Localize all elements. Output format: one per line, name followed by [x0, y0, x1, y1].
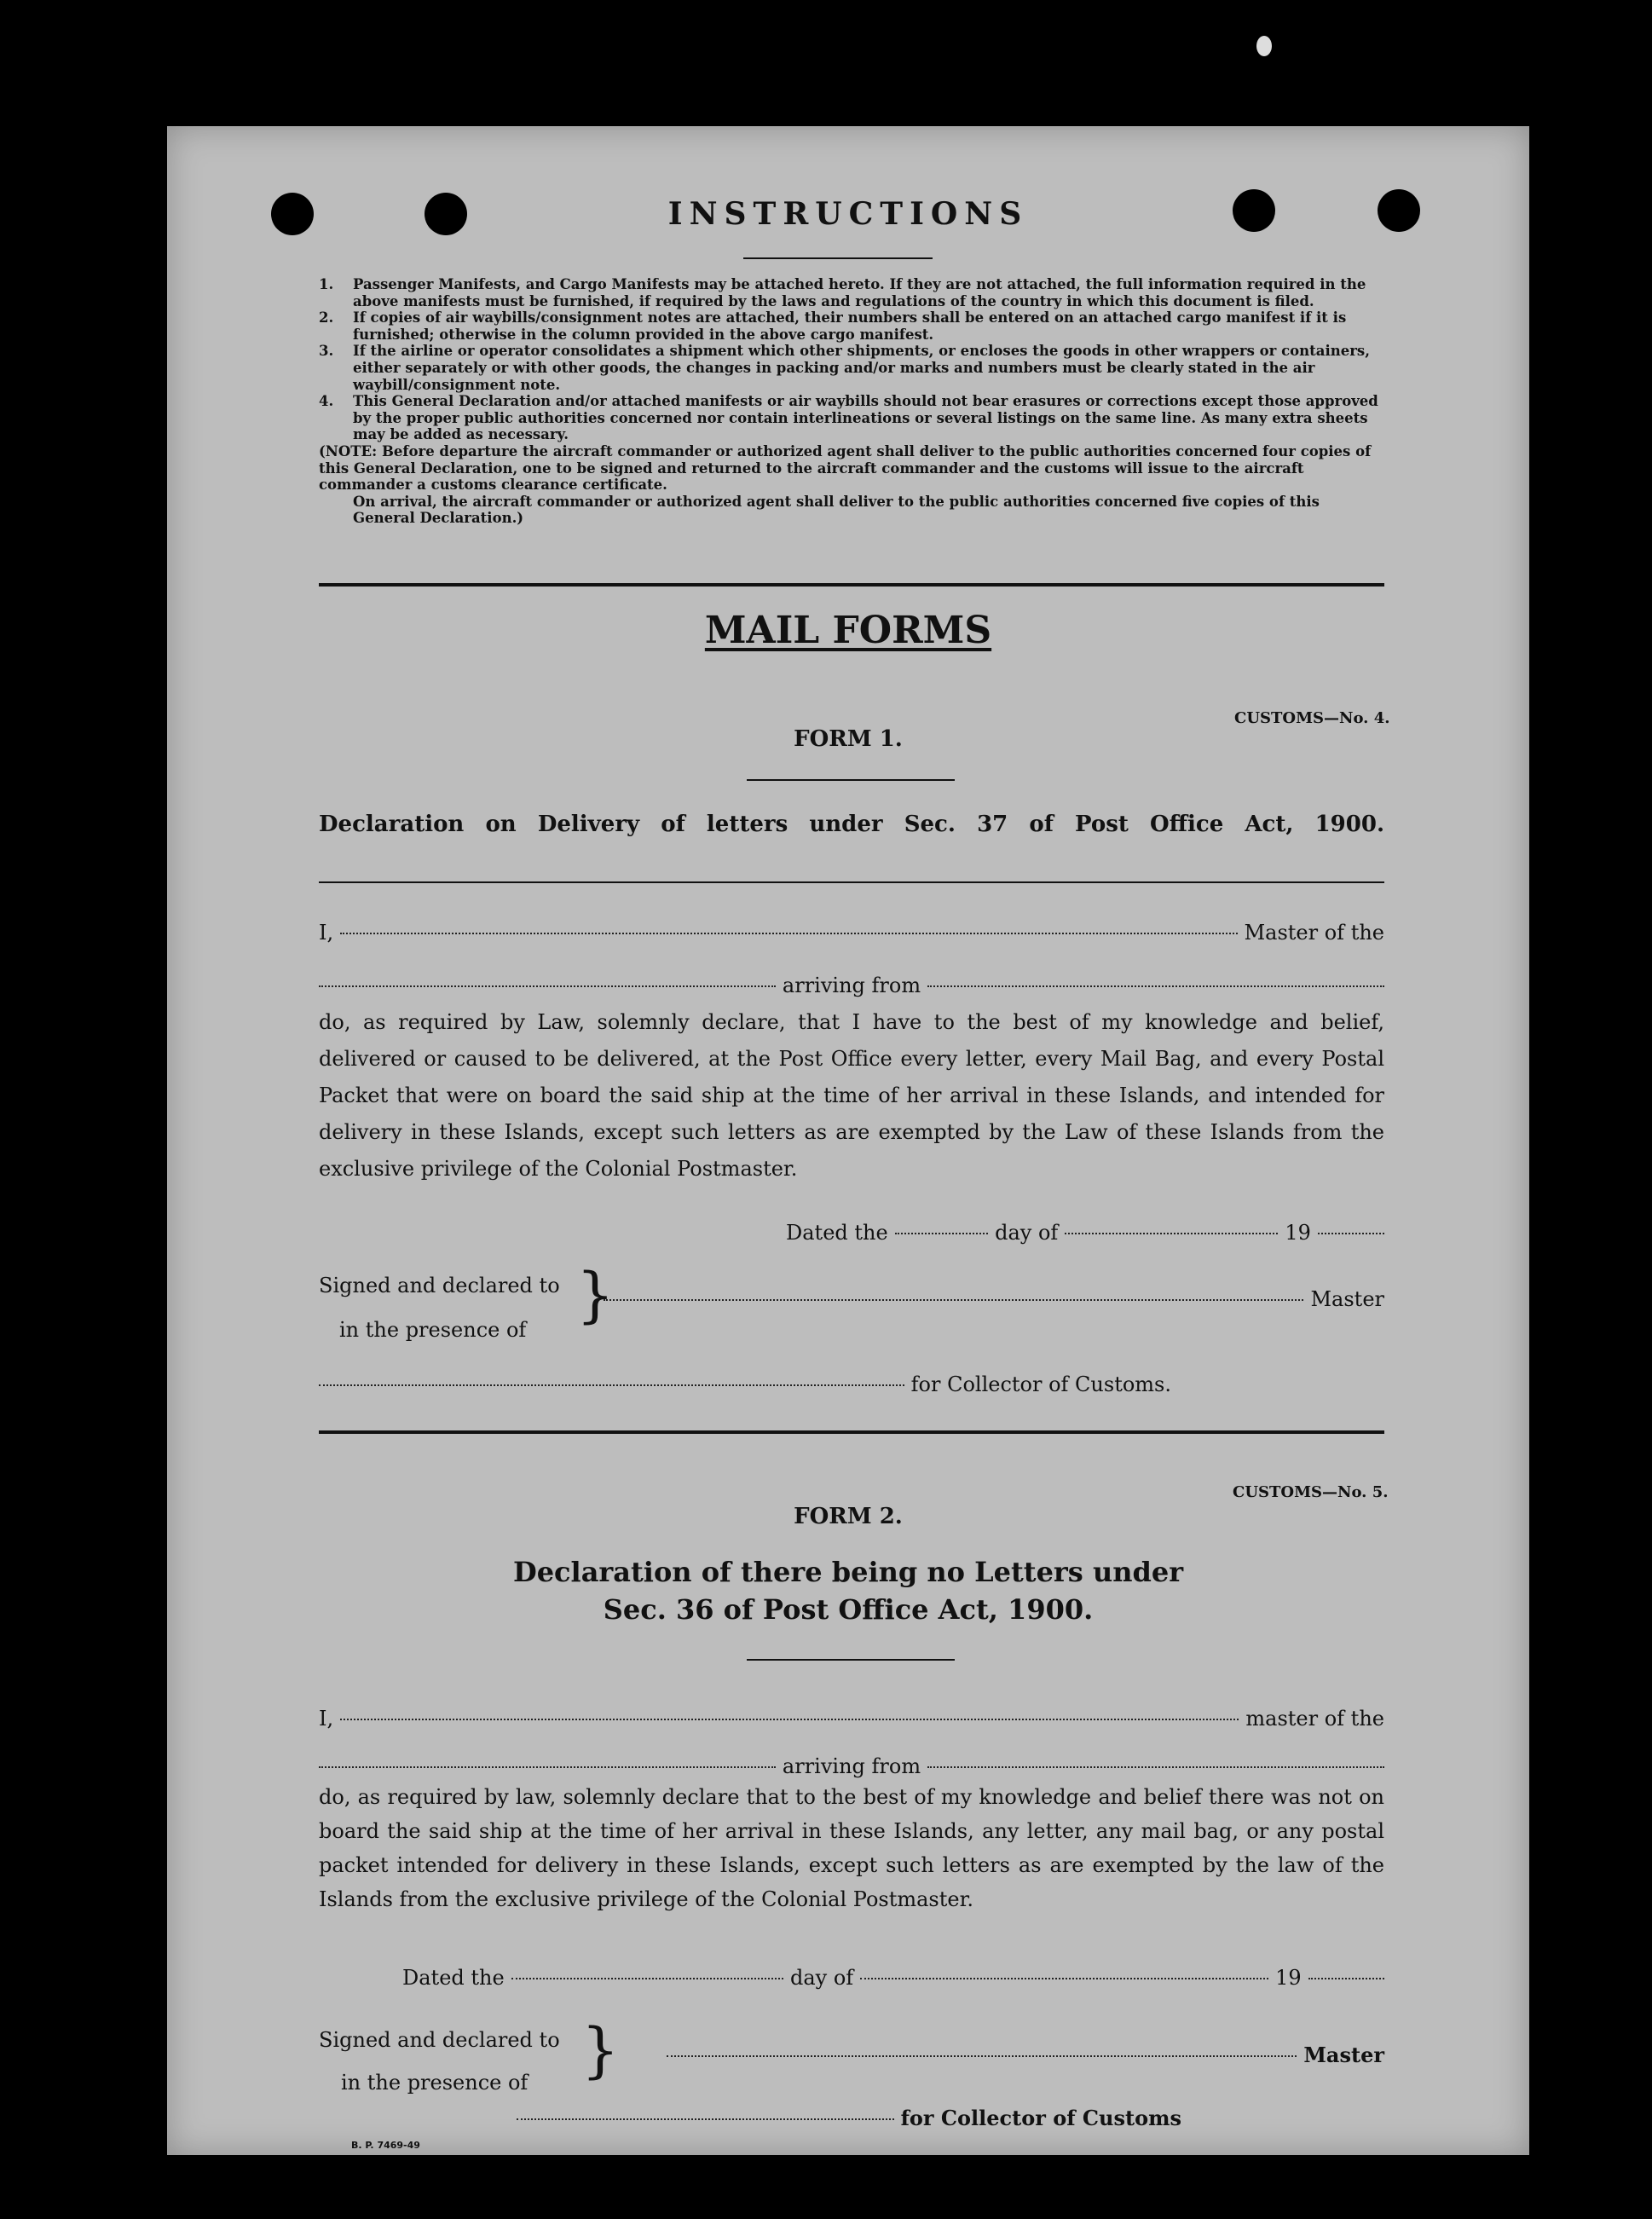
document-page	[167, 126, 1529, 2155]
form2-month-field[interactable]	[860, 1978, 1268, 1979]
form2-master-signature-line: Master	[667, 2043, 1384, 2067]
form2-year-field[interactable]	[1308, 1978, 1384, 1979]
title-underline	[743, 257, 933, 259]
form1-brace: }	[576, 1260, 615, 1330]
instruction-item: 4. This General Declaration and/or attached manifests or air waybills should not bear erasures or corrections except those approved by the proper public authorities concerned nor contain interlineations or several listings on the same line. As many extra sheets may be added as necessary.	[319, 393, 1378, 443]
form1-body: do, as required by Law, solemnly declare, that I have to the best of my knowledge and belief, delivered or caused to be delivered, at the Post Office every letter, every Mail Bag, and every Postal Packet that were on board the said ship at the time of her arrival in these Islands, and intended for delivery in these Islands, except such letters as are exempted by the Law of these Islands from the exclusive privilege of the Colonial Postmaster.	[319, 1010, 1384, 1181]
form1-name-field[interactable]	[340, 933, 1237, 934]
form1-arriving-line: arriving from	[319, 974, 1384, 997]
form-divider	[319, 1430, 1384, 1434]
mail-forms-title: MAIL FORMS	[704, 609, 992, 652]
form1-master-signature-field[interactable]	[604, 1299, 1303, 1301]
form1-month-field[interactable]	[1065, 1233, 1278, 1234]
form2-body: do, as required by law, solemnly declare that to the best of my knowledge and belief there was not on board the said ship at the time of her arrival in these Islands, any letter, any mail bag, or any postal packet intended for delivery in these Islands, except such letters as are exempted by the law of the Islands from the exclusive privilege of the Colonial Postmaster.	[319, 1785, 1384, 1911]
form2-master-line: I, master of the	[319, 1707, 1384, 1731]
form2-ship-field[interactable]	[319, 1766, 776, 1768]
instruction-note-arrival: On arrival, the aircraft commander or authorized agent shall deliver to the public authorities concerned five copies of this General Declaration.)	[353, 493, 1320, 527]
form2-origin-field[interactable]	[927, 1766, 1384, 1768]
form2-signed-label: Signed and declared to in the presence of	[319, 2028, 560, 2095]
instruction-item: 1. Passenger Manifests, and Cargo Manifests may be attached hereto. If they are not attached, the full information required in the above manifests must be furnished, if required by the laws and regulations of the country in which this document is filed.	[319, 276, 1366, 309]
instructions-list	[319, 276, 1383, 527]
form1-year-field[interactable]	[1318, 1233, 1384, 1234]
form1-title: FORM 1.	[794, 726, 903, 752]
form1-declaration-heading: Declaration on Delivery of letters under Sec. 37 of Post Office Act, 1900.	[319, 812, 1384, 837]
form1-collector-field[interactable]	[319, 1384, 904, 1386]
form2-name-field[interactable]	[340, 1719, 1239, 1720]
form1-signed-label: Signed and declared to in the presence of	[319, 1274, 560, 1342]
form1-ship-field[interactable]	[319, 985, 776, 987]
scan-speck	[1256, 36, 1272, 56]
form1-origin-field[interactable]	[927, 985, 1384, 987]
form2-dated-line: Dated the day of 19	[402, 1966, 1384, 1990]
form2-brace: }	[581, 2015, 620, 2085]
form1-heading-rule	[319, 881, 1384, 883]
form2-customs-number: CUSTOMS—No. 5.	[1233, 1483, 1389, 1501]
form1-customs-number: CUSTOMS—No. 4.	[1234, 709, 1390, 727]
form2-arriving-line: arriving from	[319, 1754, 1384, 1778]
form2-collector-line: for Collector of Customs	[517, 2106, 1181, 2130]
instruction-item: 3. If the airline or operator consolidates a shipment which other shipments, or encloses the goods in other wrappers or containers, either separately or with other goods, the changes in packing and/or marks and numbers must be clearly stated in the air waybill/consignment note.	[319, 343, 1370, 393]
form2-date-field[interactable]	[511, 1978, 783, 1979]
form1-master-line: I, Master of the	[319, 921, 1384, 945]
form1-dated-line: Dated the day of 19	[786, 1221, 1384, 1245]
form2-collector-field[interactable]	[517, 2118, 894, 2120]
form-code: B. P. 7469-49	[351, 2140, 420, 2151]
form1-master-signature-line: Master	[604, 1287, 1384, 1311]
form2-heading-underline	[747, 1659, 955, 1661]
form1-title-underline	[747, 779, 955, 781]
form1-date-field[interactable]	[895, 1233, 988, 1234]
form2-title: FORM 2.	[794, 1504, 903, 1529]
instructions-title: INSTRUCTIONS	[667, 196, 1029, 232]
divider	[319, 583, 1384, 587]
instruction-note: (NOTE: Before departure the aircraft commander or authorized agent shall deliver to the public authorities concerned four copies of this General Declaration, one to be signed and returned to the aircraft commander and the customs will issue to the aircraft commander a customs clearance certificate.	[319, 442, 1372, 494]
form2-heading: Declaration of there being no Letters under Sec. 36 of Post Office Act, 1900.	[512, 1556, 1184, 1626]
instruction-item: 2. If copies of air waybills/consignment notes are attached, their numbers shall be entered on an attached cargo manifest if it is furnished; otherwise in the column provided in the above cargo manifest.	[319, 309, 1347, 343]
form1-collector-line: for Collector of Customs.	[319, 1372, 1171, 1396]
form2-master-signature-field[interactable]	[667, 2055, 1297, 2057]
